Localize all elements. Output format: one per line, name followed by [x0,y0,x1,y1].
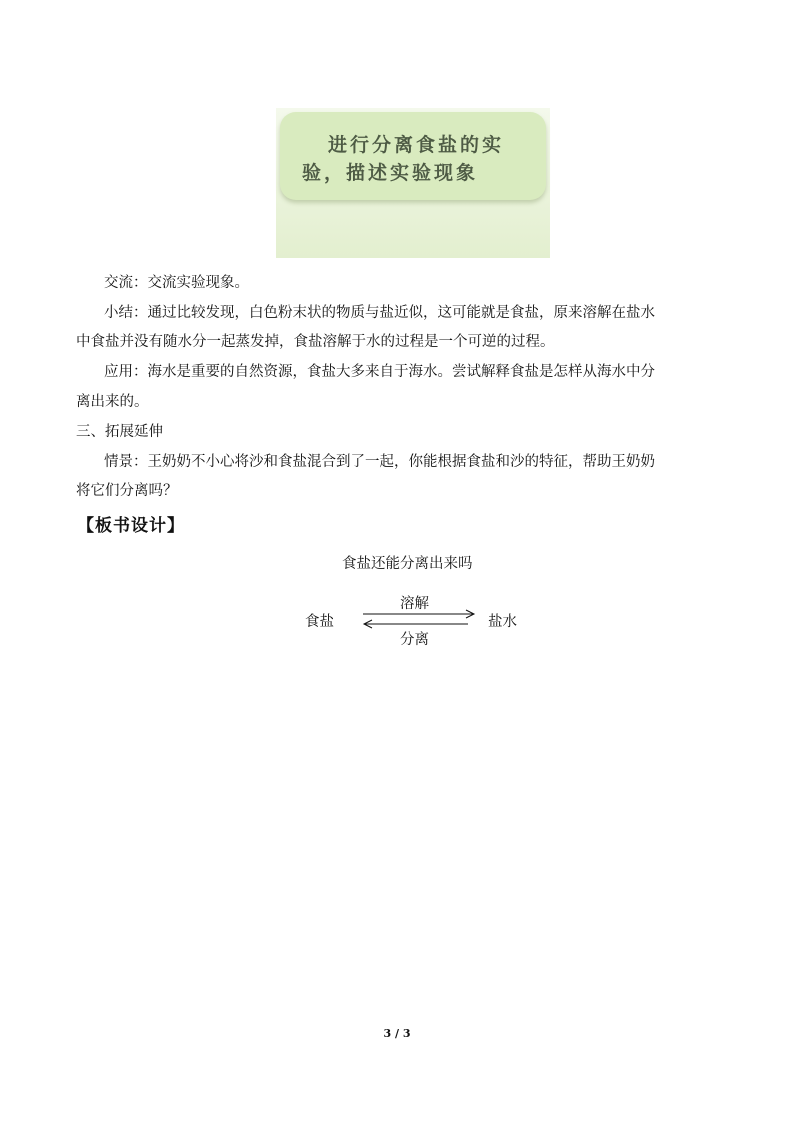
paragraph-xiaojie-line1: 小结：通过比较发现，白色粉末状的物质与盐近似，这可能就是食盐，原来溶解在盐水 [104,305,655,321]
dissolve-label: 溶解 [400,596,429,612]
right-arrow [363,610,474,618]
paragraph-yingyong-line2: 离出来的。 [76,394,149,410]
card-title-line-2: 验，描述实验现象 [302,162,479,184]
experiment-card [276,108,550,258]
page-number: 3 / 3 [383,1027,411,1040]
board-design-heading: 【板书设计】 [77,516,185,536]
board-title: 食盐还能分离出来吗 [342,556,473,572]
left-arrow [364,620,468,628]
reversible-arrows [360,608,480,632]
paragraph-jiaoliu: 交流：交流实验现象。 [104,275,249,291]
paragraph-qingjing-line1: 情景：王奶奶不小心将沙和食盐混合到了一起，你能根据食盐和沙的特征，帮助王奶奶 [104,454,655,470]
paragraph-qingjing-line2: 将它们分离吗？ [76,483,178,499]
salt-label: 食盐 [305,614,334,630]
experiment-card-header [280,112,546,200]
paragraph-yingyong-line1: 应用：海水是重要的自然资源，食盐大多来自于海水。尝试解释食盐是怎样从海水中分 [104,364,655,380]
section-heading-extension: 三、拓展延伸 [76,424,163,440]
separate-label: 分离 [400,632,429,648]
salt-water-label: 盐水 [488,614,517,630]
paragraph-xiaojie-line2: 中食盐并没有随水分一起蒸发掉，食盐溶解于水的过程是一个可逆的过程。 [76,334,555,350]
card-title-line-1: 进行分离食盐的实 [328,134,505,156]
